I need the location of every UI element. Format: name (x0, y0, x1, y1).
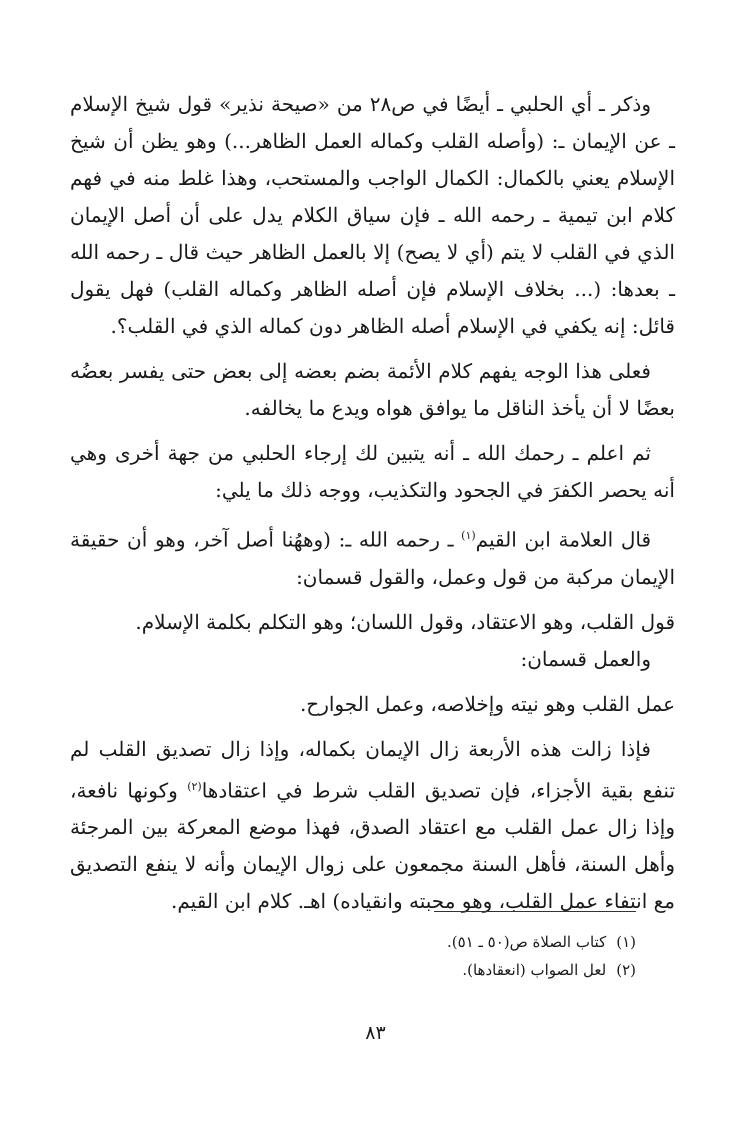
paragraph-8 (70, 731, 675, 921)
page-number: ٨٣ (365, 1022, 386, 1044)
paragraph-4-rest: ـ رحمه الله ـ: (وههُنا أصل آخر، وهو أن حقيقة الإيمان مركبة من قول وعمل، والقول قسمان: (70, 527, 675, 589)
footnote-2-number: (٢) (616, 961, 636, 979)
paragraph-1: وذكر ـ أي الحلبي ـ أيضًا في ص٢٨ من «صيحة نذير» قول شيخ الإسلام ـ عن الإيمان ـ: (وأصله القلب وكماله العمل الظاهر...) وهو يظن أن شيخ الإسلام يعني بالكمال: الكمال الواجب والمستحب، وهذا غلط منه في فهم كلام ابن تيمية ـ رحمه الله ـ فإن سياق الكلام يدل على أن أصل الإيمان الذي في القلب لا يتم (أي لا يصح) إلا بالعمل الظاهر حيث قال ـ رحمه الله ـ بعدها: (... بخلاف الإسلام فإن أصله الظاهر وكماله القلب) فهل يقول قائل: إنه يكفي في الإسلام أصله الظاهر دون كماله الذي في القلب؟. (70, 92, 675, 338)
paragraph-7: عمل القلب وهو نيته وإخلاصه، وعمل الجوارح. (299, 691, 675, 716)
paragraph-5: قول القلب، وهو الاعتقاد، وقول اللسان؛ وهو التكلم بكلمة الإسلام. (135, 609, 675, 634)
footnotes (300, 928, 636, 984)
main-text (70, 86, 675, 920)
footnote-2 (300, 956, 636, 984)
footnote-ref-1: (١) (461, 529, 476, 542)
footnote-2-text: لعل الصواب (انعقادها). (462, 961, 607, 979)
paragraph-6: والعمل قسمان: (520, 646, 651, 671)
paragraph-3: ثم اعلم ـ رحمك الله ـ أنه يتبين لك إرجاء الحلبي من جهة أخرى وهي أنه يحصر الكفرَ في الجحود والتكذيب، ووجه ذلك ما يلي: (70, 441, 675, 502)
paragraph-8-start: فإذا زالت هذه الأربعة زال الإيمان بكماله، وإذا زال تصديق القلب لم تنفع بقية الأجزاء، فإن تصديق القلب شرط في اعتقادها (70, 736, 676, 803)
footnote-1 (300, 928, 636, 956)
footnote-1-text: كتاب الصلاة ص(٥٠ ـ ٥١). (446, 933, 607, 951)
paragraph-8-rest: وكونها نافعة، وإذا زال عمل القلب مع اعتقاد الصدق، فهذا موضع المعركة بين المرجئة وأهل السنة، فأهل السنة مجمعون على زوال الإيمان وأنه لا ينفع التصديق مع انتفاء عمل القلب، وهو محبته وانقياده) اهـ. كلام ابن القيم. (70, 778, 675, 914)
paragraph-4 (70, 517, 675, 596)
paragraph-4-start: قال العلامة ابن القيم (475, 527, 652, 552)
paragraph-2: فعلى هذا الوجه يفهم كلام الأئمة بضم بعضه إلى بعض حتى يفسر بعضُه بعضًا لا أن يأخذ الناقل ما يوافق هواه ويدع ما يخالفه. (70, 359, 675, 420)
footnote-1-number: (١) (616, 933, 636, 951)
footnote-divider (434, 911, 636, 912)
footnote-ref-2: (٢) (187, 779, 202, 793)
